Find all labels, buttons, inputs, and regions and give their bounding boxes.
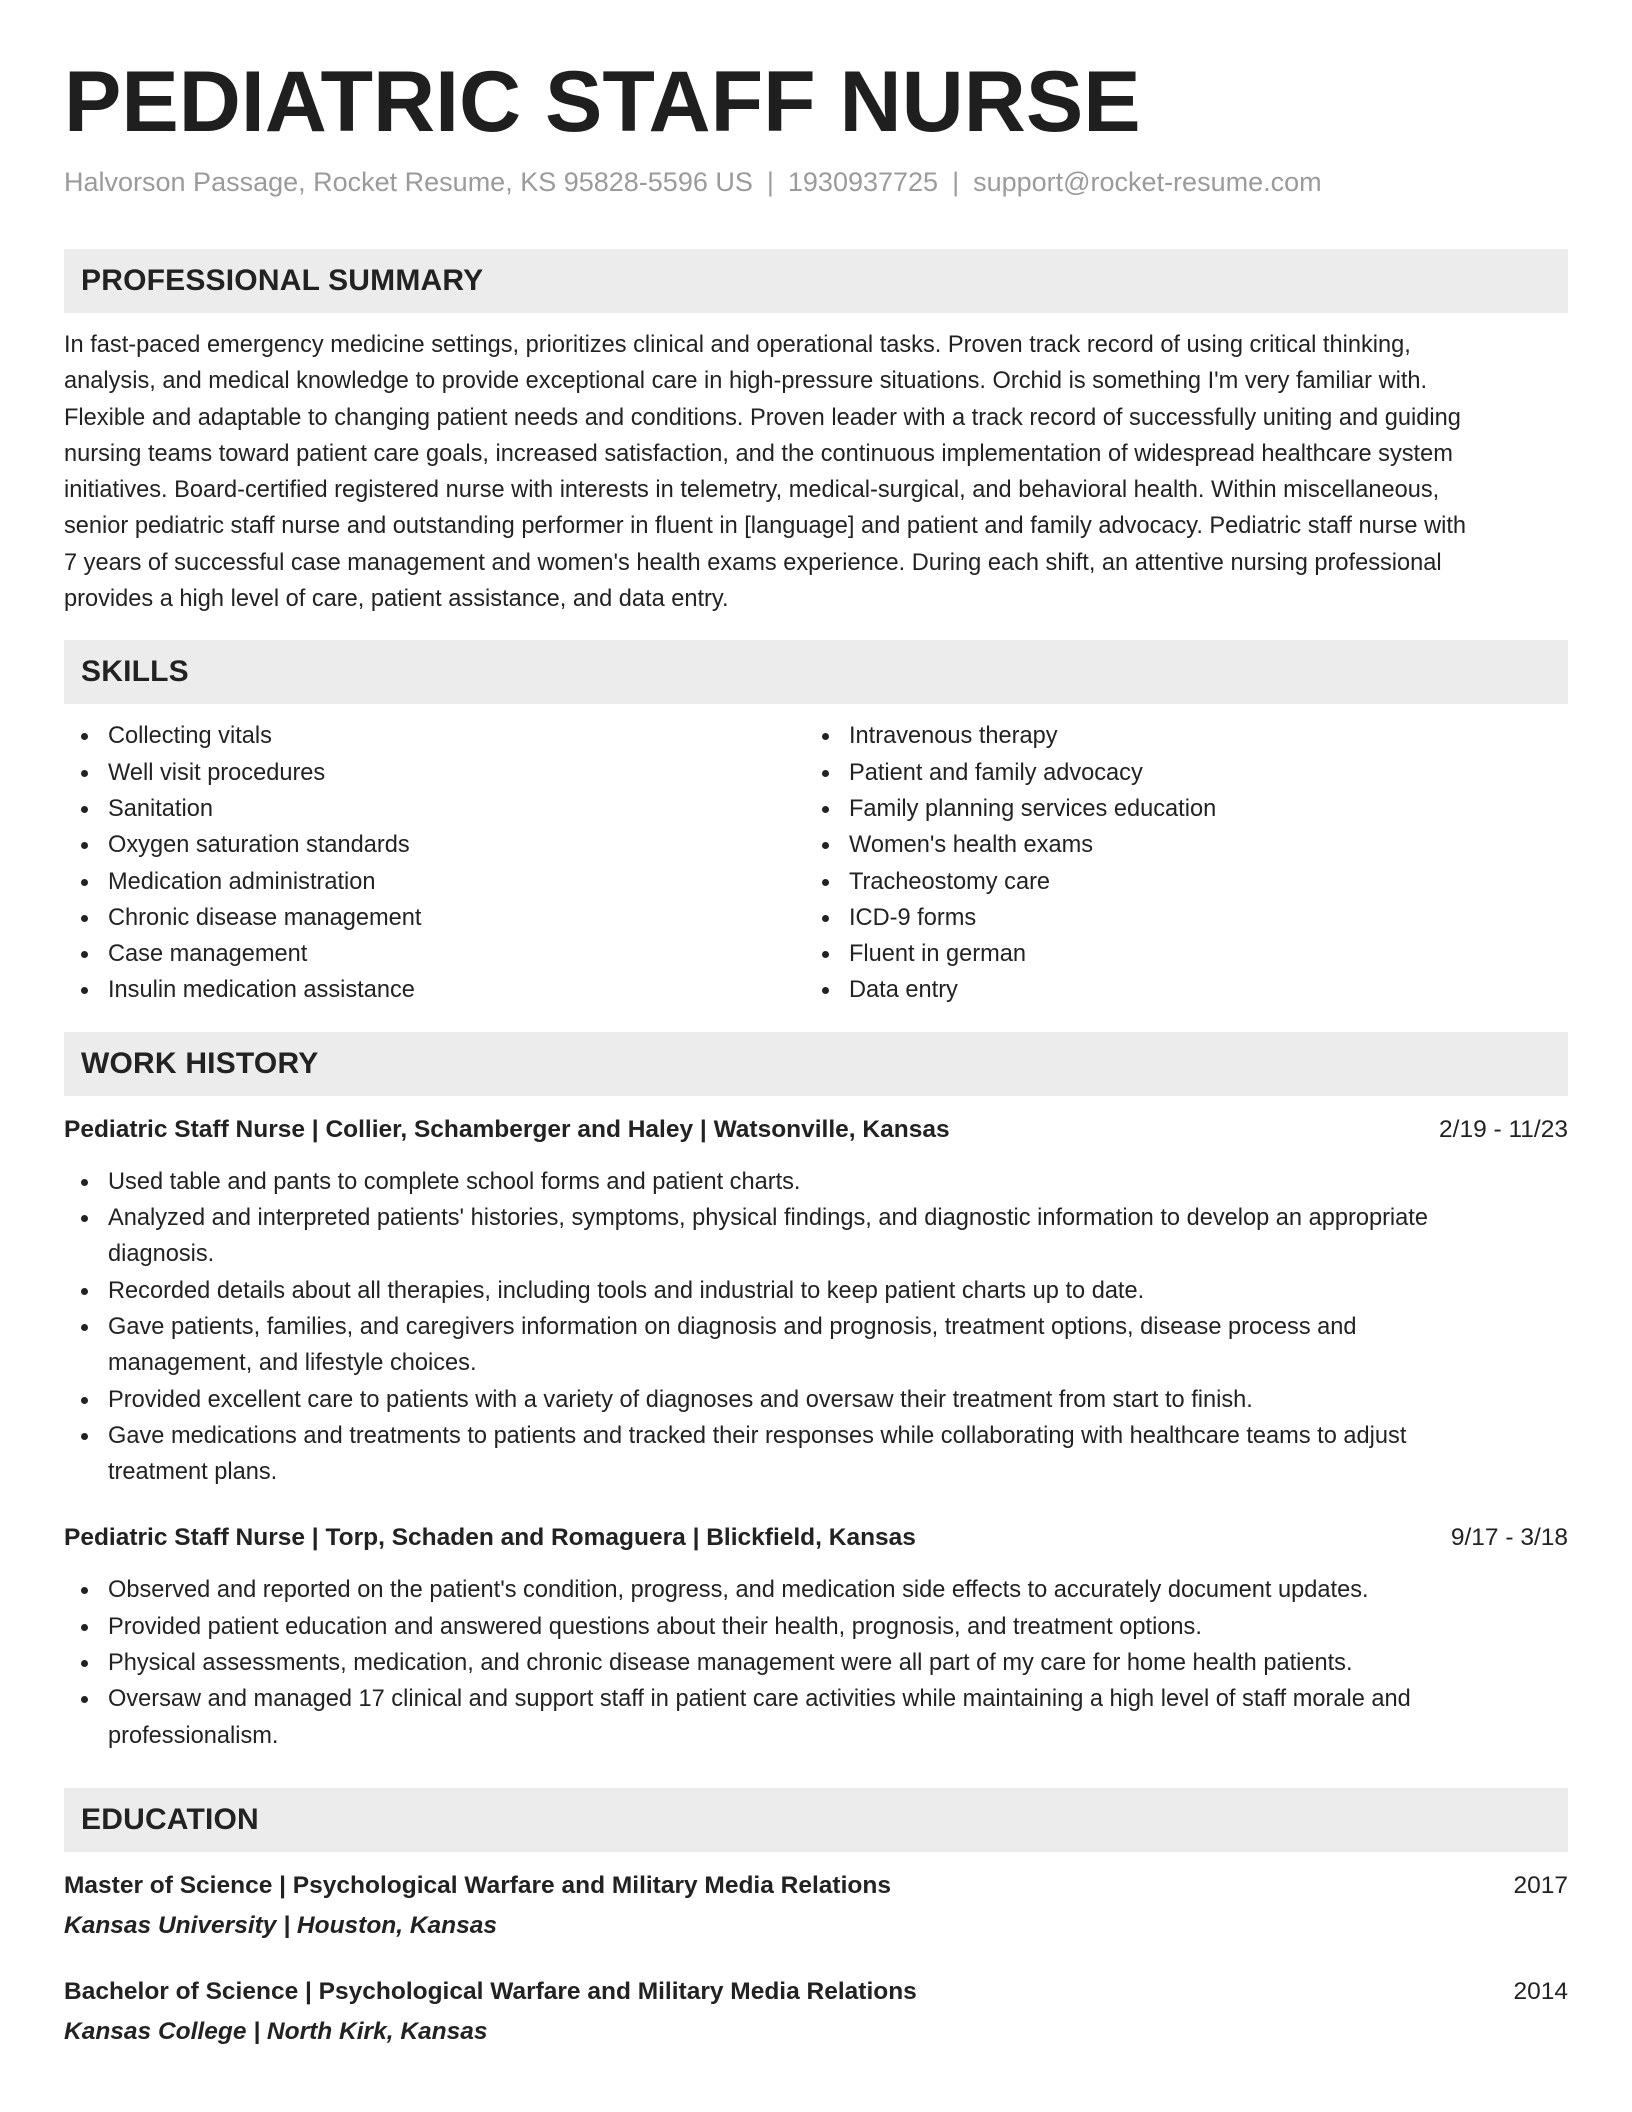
resume-name: PEDIATRIC STAFF NURSE (64, 54, 1141, 150)
skills-column-right (805, 718, 1546, 1008)
job-entry (64, 1520, 1568, 1753)
job-dates: 2/19 - 11/23 (1439, 1115, 1568, 1143)
bullet-line: treatment plans. (108, 1459, 278, 1486)
job-bullet (108, 1273, 1568, 1309)
bullet-line: diagnosis. (108, 1241, 215, 1268)
job-bullet (108, 1164, 1568, 1200)
bullet-line: professionalism. (108, 1722, 279, 1749)
job-bullet (108, 1382, 1568, 1418)
job-bullet (108, 1645, 1568, 1681)
skill-item: ICD-9 forms (849, 900, 1546, 936)
contact-line (64, 162, 1568, 202)
bullet-line: Oversaw and managed 17 clinical and support staff in patient care activities while maintaining a high level of staff morale and (108, 1686, 1411, 1713)
job-bullet (108, 1200, 1568, 1273)
bullet-line: Used table and pants to complete school forms and patient charts. (108, 1168, 801, 1195)
summary-line: 7 years of successful case management and women's health exams experience. During each shift, an attentive nursing professional (64, 549, 1442, 576)
contact-email: support@rocket-resume.com (973, 167, 1322, 197)
contact-address: Halvorson Passage, Rocket Resume, KS 95828-5596 US (64, 167, 753, 197)
skill-item: Fluent in german (849, 936, 1546, 972)
education-degree: Bachelor of Science | Psychological Warfare and Military Media Relations (64, 1977, 917, 2005)
job-title: Pediatric Staff Nurse | Torp, Schaden and Romaguera | Blickfield, Kansas (64, 1524, 916, 1552)
education-year: 2017 (1513, 1871, 1568, 1899)
summary-line: In fast-paced emergency medicine settings, prioritizes clinical and operational tasks. Proven track record of using critical thinking, (64, 332, 1411, 358)
skill-item: Medication administration (108, 864, 805, 900)
bullet-line: management, and lifestyle choices. (108, 1350, 477, 1377)
education-school: Kansas College | North Kirk, Kansas (64, 2017, 488, 2045)
job-bullet (108, 1609, 1568, 1645)
job-bullet (108, 1309, 1568, 1382)
bullet-line: Gave medications and treatments to patients and tracked their responses while collaborating with healthcare teams to adjust (108, 1422, 1407, 1449)
education-header (64, 1868, 1568, 1904)
bullet-line: Provided patient education and answered questions about their health, prognosis, and treatment options. (108, 1613, 1202, 1640)
skill-item: Insulin medication assistance (108, 972, 805, 1008)
summary-line: senior pediatric staff nurse and outstanding performer in fluent in [language] and patient and family advocacy. Pediatric staff nurse with (64, 513, 1467, 540)
education-year: 2014 (1513, 1977, 1568, 2005)
skill-item: Patient and family advocacy (849, 755, 1546, 791)
education-entry (64, 1868, 1568, 1944)
contact-separator: | (952, 167, 960, 197)
skill-item: Collecting vitals (108, 718, 805, 754)
bullet-line: Provided excellent care to patients with a variety of diagnoses and oversaw their treatment from start to finish. (108, 1386, 1253, 1413)
section-header-education: EDUCATION (64, 1788, 1568, 1852)
bullet-line: Recorded details about all therapies, including tools and industrial to keep patient charts up to date. (108, 1277, 1145, 1304)
job-bullets (64, 1572, 1568, 1753)
bullet-line: Gave patients, families, and caregivers information on diagnosis and prognosis, treatment options, disease process and (108, 1313, 1357, 1340)
skill-item: Sanitation (108, 791, 805, 827)
summary-line: nursing teams toward patient care goals, increased satisfaction, and the continuous implementation of widespread healthcare system (64, 440, 1453, 467)
skills-column-left (64, 718, 805, 1008)
bullet-line: Analyzed and interpreted patients' histories, symptoms, physical findings, and diagnostic information to develop an appropriate (108, 1205, 1428, 1232)
bullet-line: Physical assessments, medication, and chronic disease management were all part of my care for home health patients. (108, 1650, 1353, 1677)
skill-item: Intravenous therapy (849, 718, 1546, 754)
skill-item: Women's health exams (849, 827, 1546, 863)
skill-item: Case management (108, 936, 805, 972)
contact-phone: 1930937725 (787, 167, 939, 197)
summary-line: provides a high level of care, patient assistance, and data entry. (64, 586, 729, 613)
education-degree: Master of Science | Psychological Warfare and Military Media Relations (64, 1871, 891, 1899)
summary-text (64, 313, 1568, 617)
section-header-summary: PROFESSIONAL SUMMARY (64, 249, 1568, 313)
skills-list (64, 704, 1568, 1008)
job-header (64, 1520, 1568, 1556)
job-bullet (108, 1572, 1568, 1608)
skill-item: Well visit procedures (108, 755, 805, 791)
skill-item: Oxygen saturation standards (108, 827, 805, 863)
job-entry (64, 1112, 1568, 1491)
summary-line: Flexible and adaptable to changing patient needs and conditions. Proven leader with a track record of successfully uniting and guiding (64, 404, 1461, 431)
section-header-skills: SKILLS (64, 640, 1568, 704)
contact-separator: | (766, 167, 774, 197)
summary-line: initiatives. Board-certified registered nurse with interests in telemetry, medical-surgical, and behavioral health. Within miscellaneous, (64, 477, 1440, 504)
summary-line: analysis, and medical knowledge to provide exceptional care in high-pressure situations. Orchid is something I'm very familiar with. (64, 368, 1428, 395)
job-bullet (108, 1418, 1568, 1491)
job-header (64, 1112, 1568, 1148)
skill-item: Family planning services education (849, 791, 1546, 827)
job-title: Pediatric Staff Nurse | Collier, Schamberger and Haley | Watsonville, Kansas (64, 1115, 950, 1143)
skill-item: Tracheostomy care (849, 864, 1546, 900)
job-dates: 9/17 - 3/18 (1450, 1524, 1568, 1552)
skill-item: Data entry (849, 972, 1546, 1008)
skill-item: Chronic disease management (108, 900, 805, 936)
education-header (64, 1974, 1568, 2010)
education-school: Kansas University | Houston, Kansas (64, 1911, 498, 1939)
job-bullet (108, 1681, 1568, 1754)
section-header-work-history: WORK HISTORY (64, 1032, 1568, 1096)
education-entry (64, 1974, 1568, 2050)
job-bullets (64, 1164, 1568, 1491)
bullet-line: Observed and reported on the patient's condition, progress, and medication side effects to accurately document updates. (108, 1577, 1369, 1604)
